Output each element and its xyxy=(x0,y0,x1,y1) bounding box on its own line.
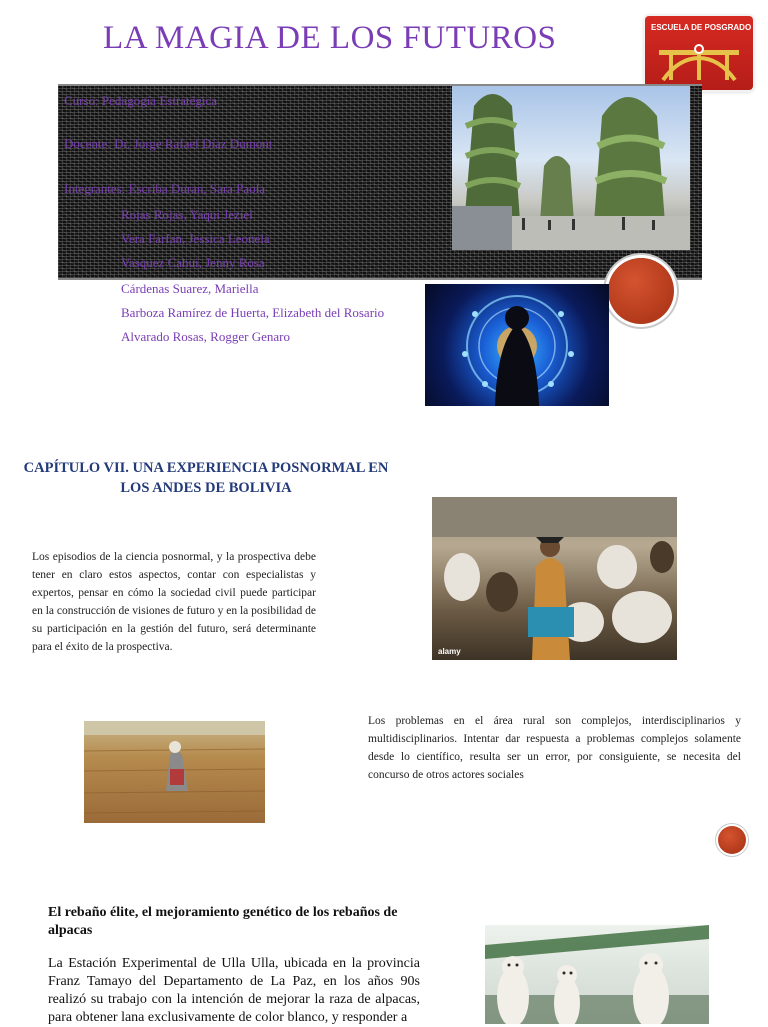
member-name: Vera Farfan, Jessica Leonela xyxy=(121,231,270,246)
right-paragraph: Los problemas en el área rural son complejos, interdisciplinarios y multidisciplinarios. Intentar dar respuesta a problemas complejos solamente desde lo científico, resulta ser un error, por consiguiente, se necesita del concurso de otros actores sociales xyxy=(368,715,741,781)
school-logo xyxy=(645,16,753,90)
logo-label: ESCUELA DE POSGRADO xyxy=(651,23,752,32)
futuristic-city-image xyxy=(452,86,690,250)
image-watermark: alamy xyxy=(438,647,461,656)
circle-decoration-icon xyxy=(718,826,746,854)
chapter-title: CAPÍTULO VII. UNA EXPERIENCIA POSNORMAL EN LOS ANDES DE BOLIVIA xyxy=(23,460,389,496)
member-name: Vasquez Cahui, Jenny Rosa xyxy=(121,255,265,270)
member-name: Rojas Rojas, Yaqui Jeziel xyxy=(121,207,253,222)
section-body-paragraph: La Estación Experimental de Ulla Ulla, ubicada en la provincia Franz Tamayo del Departamento de La Paz, en los años 90s realizó su trabajo con la intención de mejorar la raza de alpacas, para obtener lana exclusivamente de color blanco, y responder a xyxy=(48,956,420,1025)
llamas-image xyxy=(432,497,677,660)
circle-decoration-icon xyxy=(608,258,674,324)
left-paragraph: Los episodios de la ciencia posnormal, y la prospectiva debe tener en claro estos aspectos, contar con especialistas y expertos, pensar en cómo la sociedad civil puede participar en la construcción de visiones de futuro y en la posibilidad de su participación en la gestión del futuro, será determinante para el éxito de la prospectiva. xyxy=(32,551,316,653)
field-worker-image xyxy=(84,721,265,823)
member-name: Barboza Ramírez de Huerta, Elizabeth del Rosario xyxy=(121,305,385,320)
section-heading: El rebaño élite, el mejoramiento genético de los rebaños de alpacas xyxy=(48,905,398,938)
member-name: Alvarado Rosas, Rogger Genaro xyxy=(121,329,290,344)
member-name: Cárdenas Suarez, Mariella xyxy=(121,281,259,296)
teacher-line: Docente: Dr. Jorge Rafael Díaz Dumont xyxy=(64,136,273,151)
alpacas-image xyxy=(485,925,709,1024)
zodiac-image xyxy=(425,284,609,406)
page-title: LA MAGIA DE LOS FUTUROS xyxy=(103,20,557,56)
logo-bridge-graphic xyxy=(659,44,739,82)
members-line: Integrantes: Escriba Duran, Sara Paola xyxy=(64,181,266,196)
course-line: Curso: Pedagogía Estratégica xyxy=(64,93,218,108)
